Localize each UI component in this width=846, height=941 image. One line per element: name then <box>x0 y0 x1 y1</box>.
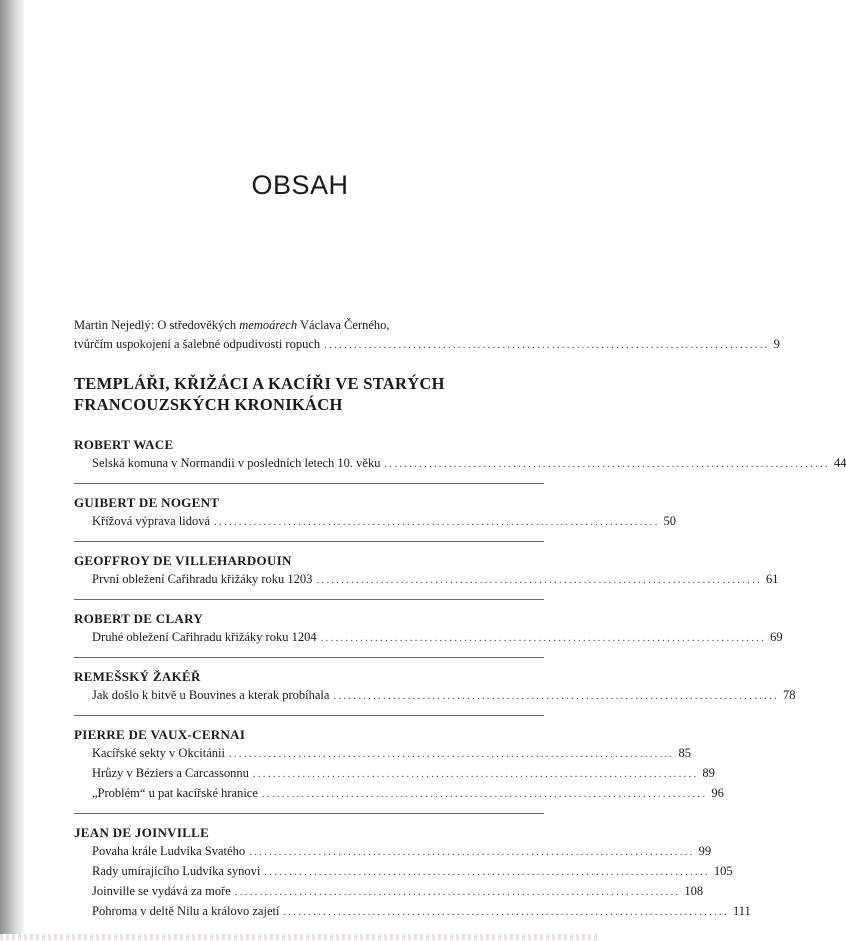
toc-page-number: 78 <box>782 688 796 702</box>
intro-line-1-post: Václava Černého, <box>297 318 390 332</box>
toc-entry <box>74 902 751 922</box>
toc-author: GUIBERT DE NOGENT <box>74 495 220 510</box>
toc-author: JEAN DE JOINVILLE <box>74 825 210 840</box>
toc-page-number: 69 <box>770 630 783 644</box>
toc-entry-title: Selská komuna v Normandii v posledních letech 10. věku <box>92 456 381 470</box>
toc-entry <box>74 628 783 648</box>
toc-entry <box>74 454 846 474</box>
toc-page-number: 61 <box>765 572 779 586</box>
leader-dots: .......................................................................................... <box>252 768 699 780</box>
toc-entry <box>74 764 715 784</box>
intro-line-2-text: tvůrčím uspokojení a šalebné odpudivosti ropuch <box>74 337 321 351</box>
intro-line-1 <box>74 316 544 335</box>
leader-dots: .......................................................................................... <box>324 339 770 351</box>
toc-group <box>74 436 846 484</box>
toc-list <box>74 436 846 941</box>
toc-page-number: 50 <box>663 514 677 528</box>
toc-author: PIERRE DE VAUX-CERNAI <box>74 727 246 742</box>
toc-group <box>74 610 783 658</box>
leader-dots: .......................................................................................... <box>234 886 681 898</box>
toc-entry-title: Kacířské sekty v Okcitánii <box>92 746 225 760</box>
toc-author: GEOFFROY DE VILLEHARDOUIN <box>74 553 292 568</box>
toc-page-number: 99 <box>698 844 712 858</box>
toc-entry <box>74 784 724 804</box>
toc-author: ROBERT DE CLARY <box>74 611 204 626</box>
intro-line-1-em: memoárech <box>239 318 298 332</box>
toc-group <box>74 824 751 931</box>
page-bottom-edge <box>0 934 600 940</box>
intro-line-2 <box>74 335 780 355</box>
toc-page-number: 44 <box>833 456 846 470</box>
leader-dots: .......................................................................................... <box>264 866 710 878</box>
book-gutter-shadow <box>0 0 24 940</box>
toc-entry-title: Pohroma v deltě Nilu a královo zajetí <box>92 904 280 918</box>
toc-entry <box>74 862 733 882</box>
leader-dots: .......................................................................................... <box>261 788 708 800</box>
section-title: TEMPLÁŘI, KŘIŽÁCI A KACÍŘI VE STARÝCH FRANCOUZSKÝCH KRONIKÁCH <box>74 374 445 414</box>
leader-dots: .......................................................................................... <box>283 906 729 918</box>
toc-entry <box>74 882 704 902</box>
toc-entry <box>74 686 796 706</box>
toc-page-number: 89 <box>702 766 715 780</box>
toc-entry-title: Jak došlo k bitvě u Bouvines a kterak probíhala <box>92 688 330 702</box>
toc-entry-title: Hrůzy v Béziers a Carcassonnu <box>92 766 249 780</box>
toc-author: ROBERT WACE <box>74 437 174 452</box>
leader-dots: .......................................................................................... <box>316 574 762 586</box>
toc-entry-title: Rady umírajícího Ludvíka synovi <box>92 864 261 878</box>
toc-entry <box>74 570 779 590</box>
toc-entry <box>74 512 677 532</box>
intro-line-1-pre: Martin Nejedlý: O středověkých <box>74 318 240 332</box>
toc-entry-title: První obležení Cařihradu křižáky roku 1203 <box>92 572 313 586</box>
toc-entry-title: „Problém“ u pat kacířské hranice <box>92 786 258 800</box>
intro-entry <box>74 316 780 355</box>
toc-page-number: 105 <box>713 864 733 878</box>
toc-entry <box>74 842 712 862</box>
toc-entry <box>74 744 691 764</box>
intro-page-number: 9 <box>773 337 780 351</box>
toc-page-number: 85 <box>678 746 691 760</box>
toc-page-number: 111 <box>732 904 751 918</box>
leader-dots: .......................................................................................... <box>214 516 660 528</box>
leader-dots: .......................................................................................... <box>320 632 767 644</box>
page-title: OBSAH <box>251 170 349 200</box>
toc-entry-title: Křížová výprava lidová <box>92 514 211 528</box>
toc-page-number: 108 <box>684 884 704 898</box>
toc-group <box>74 494 677 542</box>
toc-group <box>74 726 724 814</box>
toc-entry-title: Joinville se vydává za moře <box>92 884 231 898</box>
toc-entry-title: Povaha krále Ludvíka Svatého <box>92 844 246 858</box>
toc-author: REMEŠSKÝ ŽAKÉŘ <box>74 669 201 684</box>
leader-dots: .......................................................................................... <box>249 846 695 858</box>
leader-dots: .......................................................................................... <box>333 690 779 702</box>
toc-group <box>74 668 796 716</box>
toc-group <box>74 552 779 600</box>
leader-dots: .......................................................................................... <box>228 748 675 760</box>
toc-entry-title: Druhé obležení Cařihradu křižáky roku 1204 <box>92 630 317 644</box>
leader-dots: .......................................................................................... <box>384 458 830 470</box>
toc-page-number: 96 <box>711 786 724 800</box>
